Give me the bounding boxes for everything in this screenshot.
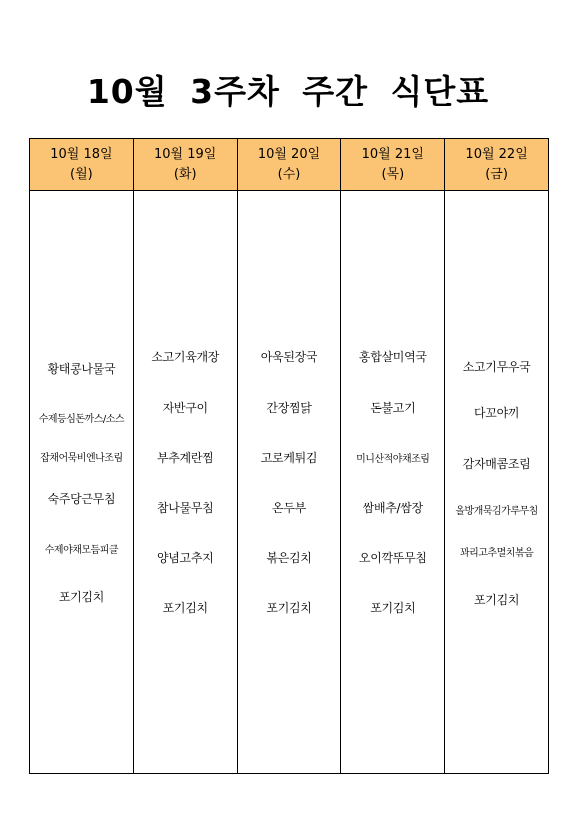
day-header-tue — [133, 139, 237, 191]
menu-item: 올방개묵김가루무침 — [455, 506, 538, 517]
menu-item: 다꼬야끼 — [474, 406, 520, 420]
menu-item: 포기김치 — [266, 601, 312, 615]
day-date: 10월 18일 — [50, 146, 113, 162]
menu-cell-fri — [445, 191, 549, 774]
day-weekday: (월) — [70, 166, 93, 182]
menu-item: 온두부 — [272, 501, 306, 515]
menu-item: 돈불고기 — [370, 401, 416, 415]
menu-item: 포기김치 — [162, 601, 208, 615]
menu-item: 쌈배추/쌈장 — [362, 501, 423, 515]
menu-cell-wed — [237, 191, 341, 774]
menu-item: 자반구이 — [162, 401, 208, 415]
menu-item: 소고기육개장 — [151, 350, 220, 364]
menu-item: 부추계란찜 — [156, 451, 214, 465]
header-row — [30, 139, 549, 191]
menu-item: 참나물무침 — [156, 501, 214, 515]
day-date: 10월 22일 — [465, 146, 528, 162]
day-header-fri — [445, 139, 549, 191]
day-weekday: (목) — [381, 166, 405, 182]
menu-item: 미니산적야채조림 — [356, 454, 430, 465]
menu-item: 포기김치 — [58, 590, 104, 604]
day-weekday: (수) — [277, 166, 301, 182]
menu-item: 감자매콤조림 — [462, 457, 531, 471]
day-weekday: (금) — [485, 166, 508, 182]
menu-item: 볶은김치 — [266, 551, 312, 565]
menu-item: 포기김치 — [370, 601, 416, 615]
menu-item: 잡채어묵비엔나조림 — [40, 453, 123, 464]
menu-item: 간장찜닭 — [266, 401, 312, 415]
day-date: 10월 19일 — [154, 146, 217, 162]
menu-item: 숙주당근무침 — [47, 492, 116, 506]
day-header-wed — [237, 139, 341, 191]
day-date: 10월 20일 — [257, 146, 321, 162]
menu-item: 오이깍뚜무침 — [358, 551, 427, 565]
day-header-thu — [341, 139, 445, 191]
menu-item: 꽈리고추멸치볶음 — [459, 548, 534, 559]
menu-item: 황태콩나물국 — [47, 362, 116, 376]
menu-item: 소고기무우국 — [462, 360, 531, 374]
menu-item: 수제야채모듬피클 — [44, 545, 119, 556]
day-weekday: (화) — [173, 166, 197, 182]
menu-cell-tue — [133, 191, 237, 774]
menu-item: 포기김치 — [474, 593, 520, 607]
menu-item: 고로케튀김 — [260, 451, 318, 465]
menu-cell-mon — [30, 191, 134, 774]
menu-row — [30, 191, 549, 774]
weekly-menu-table — [29, 138, 549, 774]
menu-item: 아욱된장국 — [260, 350, 318, 364]
day-date: 10월 21일 — [361, 146, 424, 162]
menu-item: 수제등심돈까스/소스 — [38, 414, 125, 425]
day-header-mon — [30, 139, 134, 191]
menu-item: 홍합살미역국 — [358, 350, 427, 364]
menu-item: 양념고추지 — [156, 551, 214, 565]
menu-cell-thu — [341, 191, 445, 774]
page-title: 10월 3주차 주간 식단표 — [86, 72, 490, 111]
